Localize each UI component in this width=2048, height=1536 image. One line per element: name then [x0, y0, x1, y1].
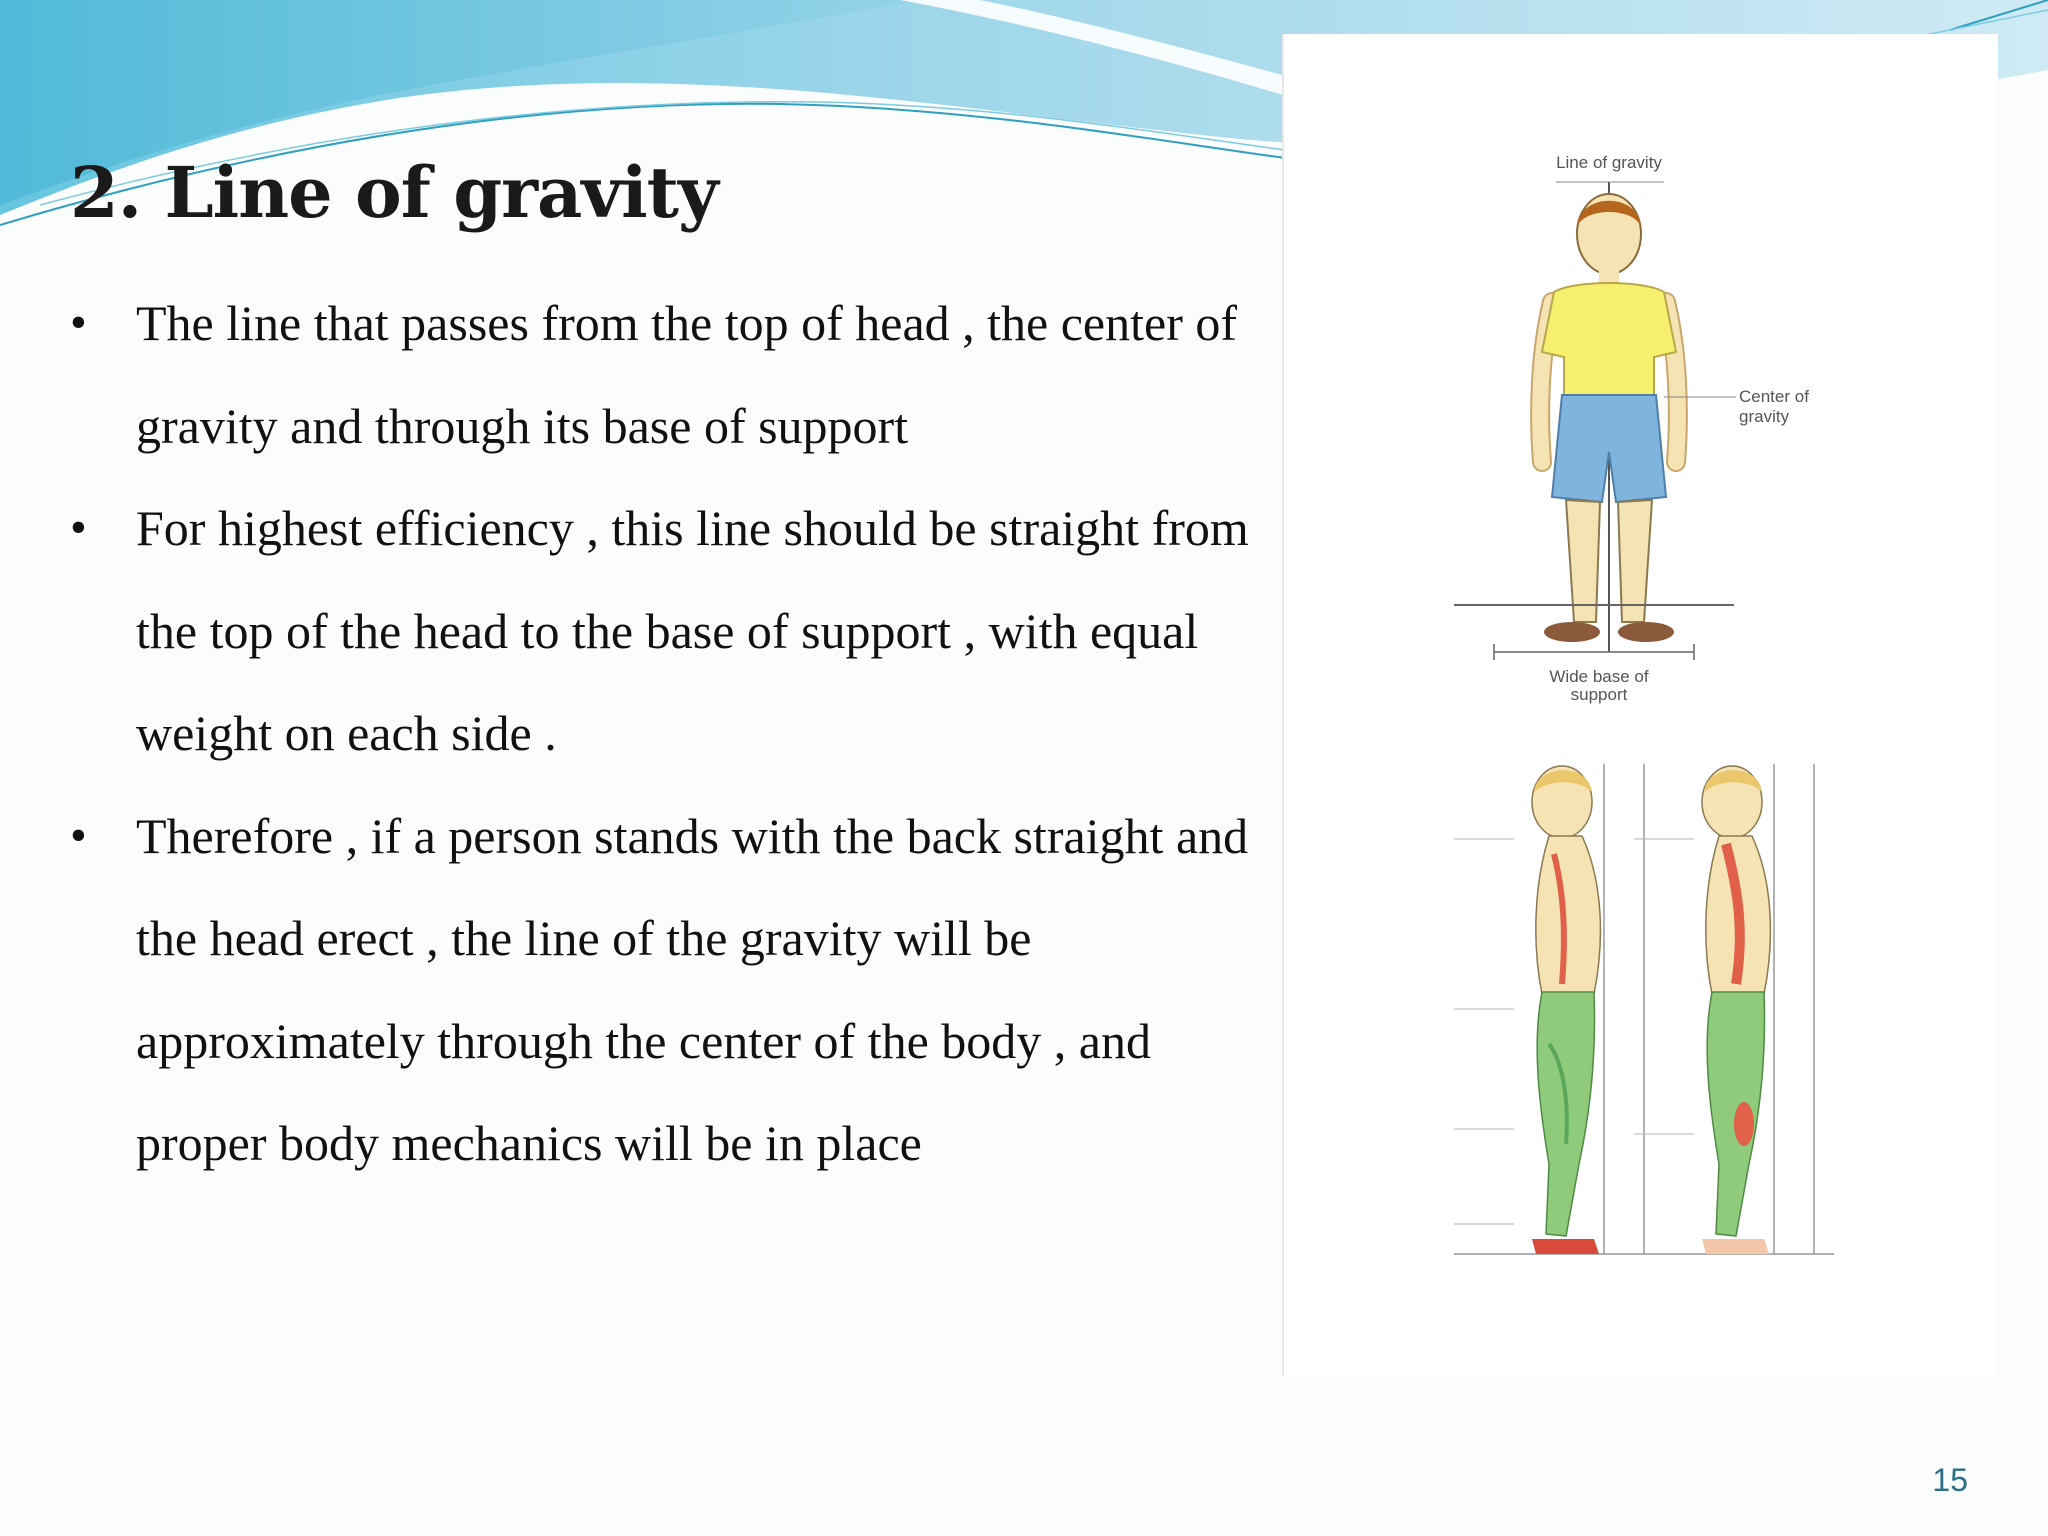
figure-panel	[1282, 34, 1998, 1376]
line-of-gravity-label: Line of gravity	[1556, 153, 1662, 172]
bullet-list	[70, 272, 1270, 1195]
bullet-text: For highest efficiency , this line should be straight from the top of the head to the base of support , with equal weight on each side .	[136, 500, 1249, 761]
side-view-posture-illustration	[1454, 744, 1894, 1304]
base-of-support-label: Wide base of	[1549, 667, 1649, 686]
bullet-text: The line that passes from the top of head , the center of gravity and through its base of support	[136, 295, 1238, 454]
bullet-marker: •	[70, 296, 87, 349]
bullet-item	[70, 785, 1270, 1195]
bullet-marker: •	[70, 808, 87, 862]
front-view-posture-illustration	[1454, 152, 1894, 732]
center-of-gravity-label: Center of	[1739, 387, 1809, 406]
center-of-gravity-label-2: gravity	[1739, 407, 1790, 426]
base-of-support-label-2: support	[1570, 685, 1628, 704]
bullet-marker: •	[70, 501, 87, 554]
slide-title: 2. Line of gravity	[70, 151, 718, 234]
bullet-text: Therefore , if a person stands with the back straight and the head erect , the line of the gravity will be approximately through the center of the body , and proper body mechanics will be in place	[136, 807, 1249, 1171]
bullet-item	[70, 477, 1270, 785]
bullet-item	[70, 272, 1270, 477]
slide-number: 15	[1932, 1462, 1968, 1498]
